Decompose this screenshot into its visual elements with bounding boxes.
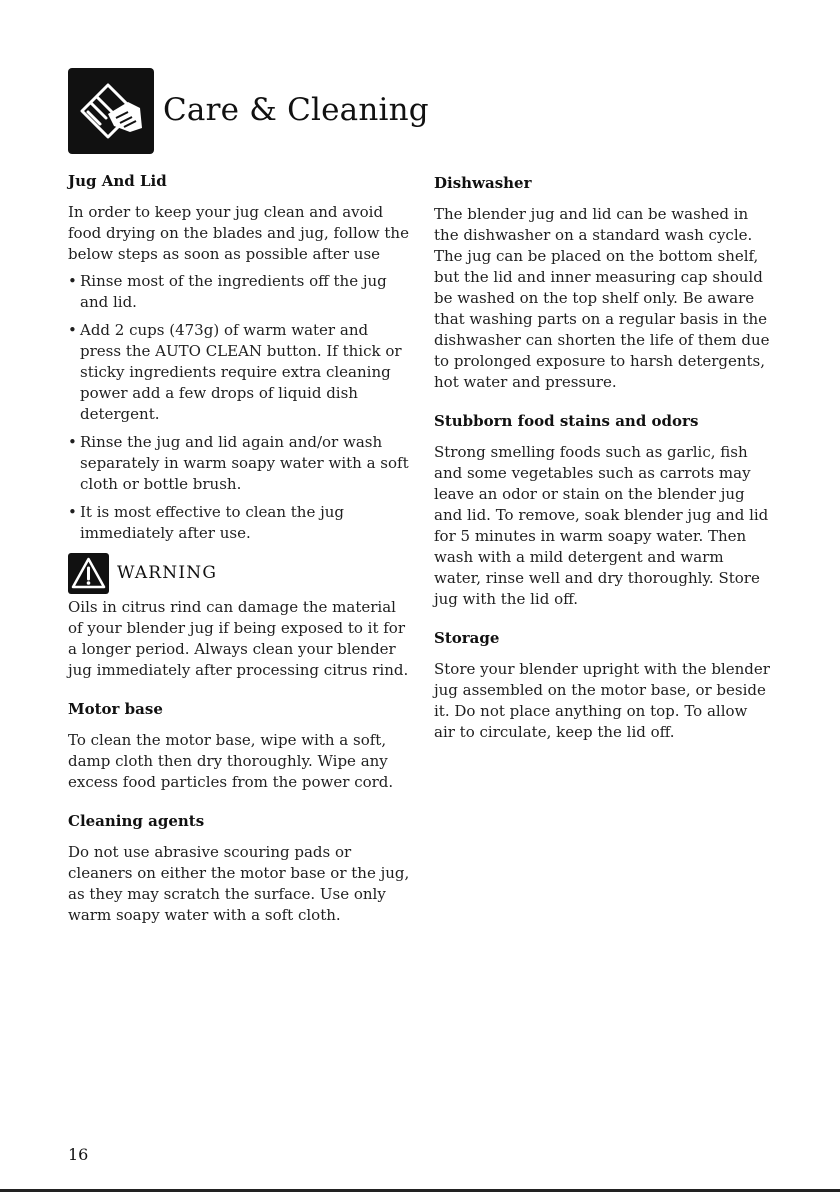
section-storage xyxy=(434,627,770,743)
section-heading: Cleaning agents xyxy=(68,812,205,830)
list-item xyxy=(68,320,412,425)
warning-header xyxy=(68,551,412,595)
section-heading: Jug And Lid xyxy=(68,172,167,190)
list-item-text: Rinse the jug and lid again and/or wash separately in warm soapy water with a soft cloth or bottle brush. xyxy=(80,433,409,493)
section-motor-base xyxy=(68,698,412,793)
section-heading: Motor base xyxy=(68,700,163,718)
section-text: To clean the motor base, wipe with a soft, damp cloth then dry thoroughly. Wipe any excess food particles from the power cord. xyxy=(68,731,394,791)
list-item xyxy=(68,502,412,544)
hand-cleaning-icon xyxy=(68,68,154,154)
section-text: Store your blender upright with the blender jug assembled on the motor base, or beside it. Do not place anything on top. To allow air to circulate, keep the lid off. xyxy=(434,660,770,741)
page-title: Care & Cleaning xyxy=(163,92,429,128)
bullet-icon: • xyxy=(68,272,77,290)
section-text: Do not use abrasive scouring pads or cleaners on either the motor base or the jug, as they may scratch the surface. Use only warm soapy water with a soft cloth. xyxy=(68,843,410,924)
section-jug-and-lid xyxy=(68,170,412,544)
bullet-icon: • xyxy=(68,503,77,521)
section-text: The blender jug and lid can be washed in the dishwasher on a standard wash cycle. The jug can be placed on the bottom shelf, but the lid and inner measuring cap should be washed on the top shelf only. Be aware that washing parts on a regular basis in the dishwasher can shorten the life of them due to prolonged exposure to harsh detergents, hot water and pressure. xyxy=(434,205,770,391)
section-heading: Dishwasher xyxy=(434,174,532,192)
list-item-text: Add 2 cups (473g) of warm water and press the AUTO CLEAN button. If thick or sticky ingredients require extra cleaning power add a few drops of liquid dish detergent. xyxy=(80,321,402,423)
warning-box xyxy=(68,551,412,681)
section-dishwasher xyxy=(434,172,770,393)
page-number: 16 xyxy=(68,1145,89,1164)
list-item-text: Rinse most of the ingredients off the jug and lid. xyxy=(80,272,387,311)
right-column xyxy=(434,172,770,743)
bullet-list xyxy=(68,271,412,544)
section-cleaning-agents xyxy=(68,810,412,926)
section-text: Strong smelling foods such as garlic, fish and some vegetables such as carrots may leave an odor or stain on the blender jug and lid. To remove, soak blender jug and lid for 5 minutes in warm soapy water. Then wash with a mild detergent and warm water, rinse well and dry thoroughly. Store jug with the lid off. xyxy=(434,443,769,608)
section-text: In order to keep your jug clean and avoid food drying on the blades and jug, follow the below steps as soon as possible after use xyxy=(68,203,409,263)
left-column xyxy=(68,170,412,926)
warning-label: WARNING xyxy=(117,562,218,583)
warning-triangle-icon xyxy=(68,553,109,594)
warning-text: Oils in citrus rind can damage the material of your blender jug if being exposed to it for a longer period. Always clean your blender jug immediately after processing citrus rind. xyxy=(68,598,409,679)
section-heading: Storage xyxy=(434,629,500,647)
list-item xyxy=(68,271,412,313)
bullet-icon: • xyxy=(68,321,77,339)
section-stubborn-stains xyxy=(434,410,770,610)
section-heading: Stubborn food stains and odors xyxy=(434,412,699,430)
list-item xyxy=(68,432,412,495)
bullet-icon: • xyxy=(68,433,77,451)
list-item-text: It is most effective to clean the jug immediately after use. xyxy=(80,503,345,542)
